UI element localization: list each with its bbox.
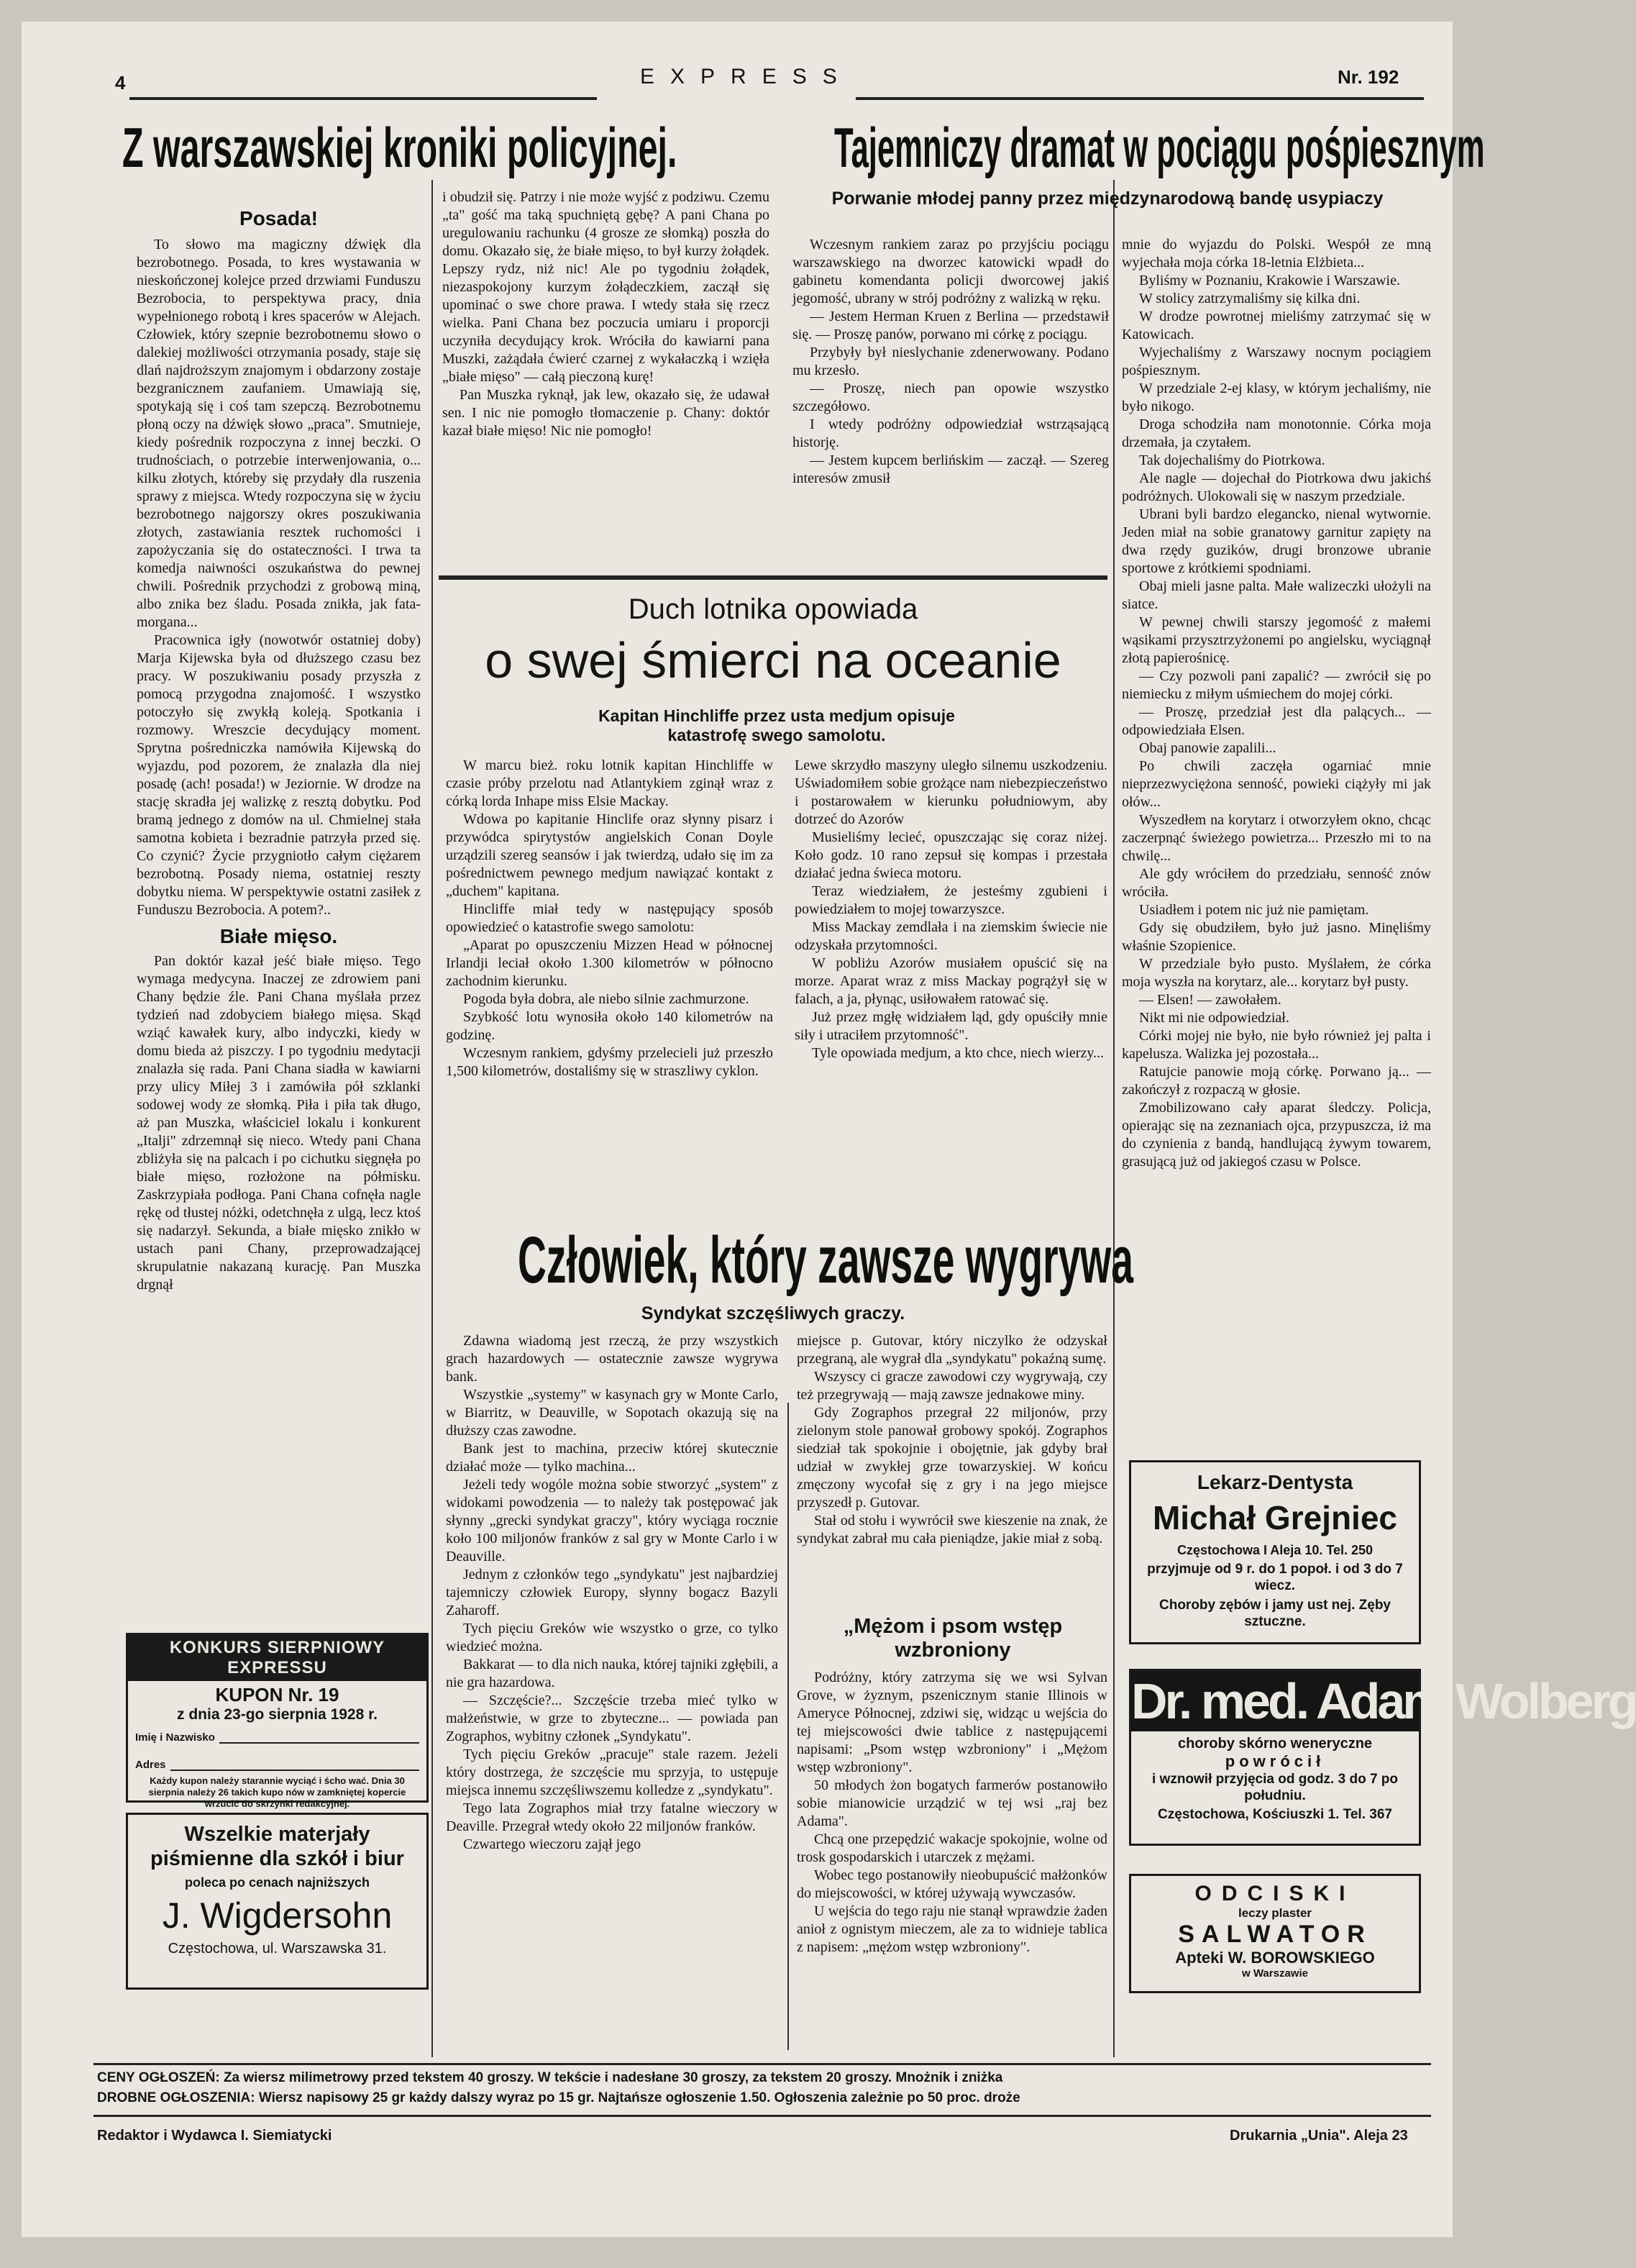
tajemniczy-r23: Ratujcie panowie moją córkę. Porwano ją... — zakończył z rozpaczą w głosie.	[1122, 1064, 1431, 1098]
duch-l7: Wczesnym rankiem, gdyśmy przelecieli już przeszło 1,500 kilometrów, dostaliśmy się w straszliwy cyklon.	[446, 1045, 773, 1079]
duch-left	[446, 757, 773, 1080]
tajemniczy-r17: Usiadłem i potem nic już nie pamiętam.	[1139, 902, 1369, 918]
duch-kicker: Duch lotnika opowiada	[628, 593, 918, 625]
tajemniczy-r22: Córki mojej nie było, nie było również jej palta i kapelusza. Walizka jej pozostała...	[1122, 1028, 1431, 1062]
col1-headline: Z warszawskiej kroniki policyjnej.	[122, 116, 677, 179]
column-rule-2	[1113, 180, 1115, 2057]
duch-l4: „Aparat po opuszczeniu Mizzen Head w północnej Irlandji leciał około 1.300 kilometrów w północno zachodnim kierunku.	[446, 937, 773, 989]
tajemniczy-r4: W drodze powrotnej mieliśmy zatrzymać się w Katowicach.	[1122, 309, 1431, 342]
footer-rule-bottom	[93, 2115, 1431, 2117]
grejniec-name: Michał Grejniec	[1152, 1499, 1397, 1536]
coupon-note: Każdy kupon należy starannie wyciąć i ścho wać. Dnia 30 sierpnia należy 26 takich kupo nów w zamkniętej kopercie wrzucić do skrzynki redakcyjnej.	[148, 1775, 406, 1809]
czlowiek-headline: Człowiek, który zawsze wygrywa	[518, 1224, 1133, 1297]
wigdersohn-name: J. Wigdersohn	[162, 1895, 393, 1936]
posada-paragraph-1: To słowo ma magiczny dźwięk dla bezrobotnego. Posada, to kres wystawania w nieskończonej kolejce przed drzwiami Funduszu Bezrobocia, to perspektywa pracy, dnia wypełnionego robotą i kres spacerów w Alejach. Człowiek, który szepnie bezrobotnemu słowo o dalekiej możliwości otrzymania posady, staje się dlań najdroższym znajomym i obdarzony zostaje bezgranicznem zaufaniem. Umawiają się, spotykają się i coś tam szepczą. Bezrobotnemu płoną oczy na dźwięk słowo „praca". Smutnieje, kiedy pośrednik rozpoczyna z innej beczki. O trudnościach, o potrzebie interwenjowania, o... kilku złotych, któreby się przydały dla ruszenia sprawy z miejsca. Wtedy rozpoczyna się w życiu bezrobotnego najgorszy okres poszukiwania złotych, zastawiania resztek ruchomości i zapożyczania się do ostateczności. I trwa ta komedja naiwności oszukaństwa do pewnej chwili. Pośrednik przychodzi z grobową miną, albo znika bez śladu. Posada znikła, jak fata-morgana...	[137, 237, 421, 630]
tajemniczy-r1: mnie do wyjazdu do Polski. Wespół ze mną wyjechała moja córka 18-letnia Elżbieta...	[1122, 237, 1431, 270]
czlowiek-left	[446, 1332, 778, 1854]
wigdersohn-address: Częstochowa, ul. Warszawska 31.	[168, 1941, 387, 1957]
issue-number: Nr. 192	[1338, 66, 1399, 88]
mezow-headline: „Mężom i psom wstęp wzbroniony	[843, 1615, 1063, 1662]
czlowiek-l3: Bank jest to machina, przeciw której skutecznie działać może — tylko machina...	[446, 1441, 778, 1475]
coupon-name-label: Imię i Nazwisko	[135, 1731, 215, 1744]
posada-paragraph-2: Pracownica igły (nowotwór ostatniej doby) Marja Kijewska była od dłuższego czasu bez pracy. W poszukiwaniu posady przyszła z pomocą przygodna znajomość. I wszystko potoczyło się zwykłą koleją. Spotkania i rozmowy. Wreszcie decydujący moment. Sprytna pośredniczka namówiła Kijewską do wyjazdu, pod pozorem, że znalazła dla niej posadę (ach! posada!) w Jeziornie. W drodze na stację skradła jej walizkę z resztą dobytku. Pod bramą jednego z domów na ul. Chmielnej stała samotna kobieta i bezradnie patrzyła przed się. Co czynić? Życie przygniotło całym ciężarem bezrobotną. Posady niema, ostatniej reszty dobytku niema. W perspektywie ostatni zasiłek z Funduszu Bezrobocia. A potem?..	[137, 632, 421, 918]
tajemniczy-r5: Wyjechaliśmy z Warszawy nocnym pociągiem pośpiesznym.	[1122, 345, 1431, 378]
salwator-city: w Warszawie	[1242, 1967, 1308, 1980]
footer-prices: CENY OGŁOSZEŃ: Za wiersz milimetrowy przed tekstem 40 groszy. W tekście i nadesłane 30 groszy, za tekstem 20 groszy. Mnożnik i zniżka	[97, 2070, 1003, 2085]
czlowiek-l5: Jednym z członków tego „syndykatu" jest najbardziej tajemniczy człowiek Europy, słynny bogacz Bazyli Zaharoff.	[446, 1567, 778, 1618]
salwator-pharmacy: Apteki W. BOROWSKIEGO	[1175, 1949, 1375, 1967]
duch-l2: Wdowa po kapitanie Hinclife oraz słynny pisarz i przywódca spirytystów angielskich Conan Doyle urządzili szereg seansów i jak twierdzą, udało się im za pośrednictwem pewnego medjum nawiązać kontakt z „duchem" kapitana.	[446, 811, 773, 899]
tajemniczy-r9: Obaj mieli jasne palta. Małe walizeczki ułożyli na siatce.	[1122, 578, 1431, 612]
salwator-name: SALWATOR	[1178, 1921, 1372, 1948]
duch-r2: Musieliśmy lecieć, opuszczając się coraz niżej. Koło godz. 10 rano zepsuł się kompas i przestała działać jedna świeca motoru.	[795, 829, 1107, 881]
grejniec-note: Choroby zębów i jamy ust nej. Zęby sztuczne.	[1159, 1598, 1391, 1629]
masthead-rule-right	[856, 97, 1424, 100]
tajemniczy-r18: Gdy się obudziłem, było już jasno. Minęliśmy właśnie Szopienice.	[1122, 920, 1431, 954]
tajemniczy-r12: — Proszę, przedział jest dla palących... — odpowiedziała Elsen.	[1122, 704, 1431, 738]
tajemniczy-r16: Ale gdy wróciłem do przedziału, senność znów wróciła.	[1122, 866, 1431, 900]
tajemniczy-subheadline: Porwanie młodej panny przez międzynarodową bandę usypiaczy	[831, 188, 1384, 209]
page-number: 4	[115, 72, 126, 94]
duch-r4: Miss Mackay zemdlała i na ziemskim świecie nie odzyskała przytomności.	[795, 919, 1107, 953]
tajemniczy-p3: Przybyły był nieslychanie zdenerwowany. Podano mu krzesło.	[792, 345, 1109, 378]
wolberg-status: powrócił	[1225, 1752, 1325, 1770]
tajemniczy-r-piotrkow2: Ubrani byli bardzo elegancko, nienal wytwornie. Jeden miał na sobie granatowy garnitur zapięty na dwa rzędy guzików, drugi bronzowe ubranie sportowe z krótkiemi spodniami.	[1122, 506, 1431, 576]
tajemniczy-r15: Wyszedłem na korytarz i otworzyłem okno, chcąc zaczerpnąć świeżego powietrza... Przeszło mi to na chwilę...	[1122, 812, 1431, 864]
biale-mieso-body	[137, 952, 421, 1294]
divider-top-block	[439, 575, 1107, 580]
czlowiek-l4: Jeżeli tedy wogóle można sobie stworzyć „system" z widokami powodzenia — to należy tak postępować jak słynny „grecki syndykat graczy", który wyciąga rocznie koło 100 miljonów franków z sal gry w Monte Carlo i w Deauville.	[446, 1477, 778, 1565]
grejniec-address: Częstochowa I Aleja 10. Tel. 250	[1176, 1543, 1374, 1557]
duch-headline: o swej śmierci na oceanie	[485, 632, 1061, 688]
tajemniczy-r11: — Czy pozwoli pani zapalić? — zwrócił się po niemiecku z miłym uśmiechem do mojej córki.	[1122, 668, 1431, 702]
posada-body	[137, 236, 421, 919]
wigdersohn-headline: Wszelkie materjały piśmienne dla szkół i biur	[150, 1823, 404, 1870]
coupon-address-label: Adres	[135, 1759, 166, 1771]
tajemniczy-p6: — Jestem kupcem berlińskim — zaczął. — Szereg interesów zmusił	[792, 452, 1109, 486]
tajemniczy-r8: Tak dojechaliśmy do Piotrkowa.	[1139, 452, 1325, 468]
tajemniczy-r3: W stolicy zatrzymaliśmy się kilka dni.	[1139, 291, 1361, 306]
mezow-p3: Chcą one przepędzić wakacje spokojnie, wolne od trosk gospodarskich i utarczek z mężami.	[797, 1831, 1107, 1865]
salwator-ad	[1129, 1874, 1421, 1993]
mezow-p2: 50 młodych żon bogatych farmerów postanowiło sobie mianowicie urządzić w tej wsi „raj bez Adama".	[797, 1777, 1107, 1829]
czlowiek-right	[797, 1332, 1107, 1548]
duch-l3: Hincliffe miał tedy w następujący sposób opowiedzieć o katastrofie swego samolotu:	[446, 901, 773, 935]
czlowiek-l2: Wszystkie „systemy" w kasynach gry w Monte Carlo, w Biarritz, w Deauville, w Sopotach okazują się na dłuższy czas zawodne.	[446, 1387, 778, 1439]
czlowiek-l1: Zdawna wiadomą jest rzeczą, że przy wszystkich grach hazardowych — ostatecznie zawsze wygrywa bank.	[446, 1333, 778, 1385]
tajemniczy-p5: I wtedy podróżny odpowiedział wstrząsającą historję.	[792, 416, 1109, 450]
duch-l6: Szybkość lotu wynosiła około 140 kilometrów na godzinę.	[446, 1009, 773, 1043]
tajemniczy-r21: Nikt mi nie odpowiedział.	[1139, 1010, 1289, 1026]
footer-printer: Drukarnia „Unia". Aleja 23	[1230, 2128, 1408, 2144]
footer-rule-top	[93, 2063, 1431, 2065]
duch-l5: Pogoda była dobra, ale niebo silnie zachmurzone.	[463, 991, 749, 1007]
continuation-paragraph-1: i obudził się. Patrzy i nie może wyjść z podziwu. Czemu „ta" gość ma taką spuchniętą gębę? A pani Chana po uregulowaniu rachunku (4 grosze ze słomką) poszła do domu. Okazało się, że białe mięso, to był kurzy żołądek. Lepszy rydz, niż nic! Ale po tygodniu żołądek, niezaspokojony kurzym żołądeczkiem, zaczął się upominać o swe chore prawa. I wtedy stała się rzecz wielka. Pani Chana bez poczucia umiaru i proporcji uczyniła decydujący krok. Wróciła do kawiarni pana Muszki, zażądała ćwierć czarnej z wykałaczką i wzięła „białe mięso" — całą pieczoną kurę!	[442, 189, 769, 385]
duch-r5: W pobliżu Azorów musiałem opuścić się na morze. Aparat wraz z miss Mackay pogrążył się w falach, a ja, płynąc, usiłowałem ratować się.	[795, 955, 1107, 1007]
continuation-paragraph-2: Pan Muszka ryknął, jak lew, okazało się, że udawał sen. I nic nie pomogło tłomaczenie p. Chany: doktór kazał białe mięso! Nic nie pomogło!	[442, 387, 769, 439]
czlowiek-r3: Gdy Zographos przegrał 22 miljonów, przy zielonym stole panował grobowy spokój. Zographos siedział tak spokojnie i obojętnie, jak gdyby brał udział w zwykłej grze towarzyskiej. W końcu zmęczony wycofał się z gry i na jego miejsce przyszedł p. Gutovar.	[797, 1405, 1107, 1511]
tajemniczy-p4: — Proszę, niech pan opowie wszystko szczegółowo.	[792, 381, 1109, 414]
duch-r6: Już przez mgłę widziałem ląd, gdy opuściły mnie siły i utraciłem przytomność".	[795, 1009, 1107, 1043]
wolberg-ad	[1129, 1669, 1636, 1846]
tajemniczy-r-piotrkow: Ale nagle — dojechał do Piotrkowa dwu jakichś podróżnych. Ulokowali się w naszym przedziale.	[1122, 470, 1431, 504]
column-rule-mid	[787, 1403, 789, 2050]
tajemniczy-left	[792, 236, 1109, 488]
newspaper-page	[22, 22, 1636, 2237]
czlowiek-l9: Tych pięciu Greków „pracuje" stale razem. Jeżeli który dostrzega, że szczęście mu sprzyja, to ustępuje miejsca innemu szczęśliwszemu kolledze z „syndykatu".	[446, 1746, 778, 1798]
footer-editor: Redaktor i Wydawca I. Siemiatycki	[97, 2128, 332, 2144]
column-rule-1	[431, 180, 433, 2057]
czlowiek-l11: Czwartego wieczoru zajął jego	[463, 1836, 641, 1852]
coupon-number: KUPON Nr. 19	[215, 1684, 339, 1705]
tajemniczy-r7: Droga schodziła nam monotonnie. Córka moja drzemała, ja czytałem.	[1122, 416, 1431, 450]
tajemniczy-p2: — Jestem Herman Kruen z Berlina — przedstawił się. — Proszę panów, porwano mi córkę z pociągu.	[792, 309, 1109, 342]
mezow-p4: Wobec tego postanowiły nieobupuścić małżonków do miejscowości, w której używają wywczasów.	[797, 1867, 1107, 1901]
tajemniczy-right	[1122, 236, 1431, 1171]
mezow-p1: Podróżny, który zatrzyma się we wsi Sylvan Grove, w żyznym, pszenicznym stanie Illinois w Ameryce Północnej, zdziwi się, widząc u wejścia do tej miejscowości dwie tablice z następującemi napisami: „Psom wstęp wzbroniony" i „Mężom wstęp wzbroniony".	[797, 1670, 1107, 1775]
wolberg-address: Częstochowa, Kościuszki 1. Tel. 367	[1158, 1807, 1392, 1822]
footer-drobne: DROBNE OGŁOSZENIA: Wiersz napisowy 25 gr każdy dalszy wyraz po 15 gr. Najtańsze ogłoszenie 1.50. Ogłoszenia zależnie po 50 proc. droże	[97, 2090, 1020, 2105]
wolberg-hours: i wznowił przyjęcia od godz. 3 do 7 po południu.	[1151, 1772, 1399, 1803]
coupon-box	[126, 1633, 429, 1809]
col2-continuation	[442, 188, 769, 440]
tajemniczy-headline: Tajemniczy dramat w pociągu pośpiesznym	[834, 116, 1485, 179]
duch-r7: Tyle opowiada medjum, a kto chce, niech wierzy...	[812, 1045, 1105, 1061]
duch-sub: Kapitan Hinchliffe przez usta medjum opisuje katastrofę swego samolotu.	[598, 706, 955, 744]
czlowiek-r1: miejsce p. Gutovar, który niczylko że odzyskał przegraną, ale wygrał dla „syndykatu" pokaźną sumę.	[797, 1333, 1107, 1367]
tajemniczy-r10: W pewnej chwili starszy jegomość z małemi wąsikami przysztrzyżonemi po angielsku, wyciągnął złotą papierośnicę.	[1122, 614, 1431, 666]
czlowiek-l8: — Szczęście?... Szczęście trzeba mieć tylko w małżeństwie, w grze to zbyteczne... — powiada pan Zographos, wybitny członek „Syndykatu".	[446, 1693, 778, 1744]
tajemniczy-r6: W przedziale 2-ej klasy, w którym jechaliśmy, nie było nikogo.	[1122, 381, 1431, 414]
coupon-date: z dnia 23-go sierpnia 1928 r.	[177, 1706, 378, 1723]
biale-mieso-paragraph: Pan doktór kazał jeść białe mięso. Tego wymaga medycyna. Inaczej ze zdrowiem pani Chany będzie źle. Pani Chana myślała przez tydzień nad zdobyciem białego mięsa. Skąd wziąć kawałek kury, albo indyczki, kiedy w domu bieda aż piszczy. I po tygodniu medytacji znalazła się rada. Pani Chana siadła w kawiarni przy ulicy Miłej 3 i zamówiła pół szklanki sodowej wody ze słomką. Piła i piła tak długo, aż pan Muszka, właściciel lokalu i konkurent „Italji" zdrzemnął się nieco. Wtedy pani Chana zbliżyła się na palcach i po cichutku sięgnęła po białe mięso, rozłożone na półmisku. Zaskrzypiała podłoga. Pani Chana cofnęła nagle rękę od tłustej nóżki, odetchnęła z ulgą, lecz ktoś się nadarzył. Sekunda, a białe mięsko znikło w ustach pani Chany, przeprowadzającej skrupulatnie nakazaną kurację. Pan Muszka drgnął	[137, 953, 421, 1293]
masthead-rule-left	[129, 97, 597, 100]
czlowiek-l7: Bakkarat — to dla nich nauka, której tajniki zgłębili, a nie gra hazardowa.	[446, 1657, 778, 1690]
duch-r3: Teraz wiedziałem, że jesteśmy zgubieni i powiedziałem to mojej towarzyszce.	[795, 883, 1107, 917]
tajemniczy-r2: Byliśmy w Poznaniu, Krakowie i Warszawie.	[1139, 273, 1400, 288]
coupon-address-field[interactable]	[170, 1755, 419, 1771]
duch-l1: W marcu bież. roku lotnik kapitan Hinchliffe w czasie próby przelotu nad Atlantykiem zginął wraz z córką lorda Inhape miss Elsie Mackay.	[446, 757, 773, 809]
wolberg-spec: choroby skórno weneryczne	[1177, 1736, 1373, 1752]
wigdersohn-ad	[126, 1813, 429, 1990]
wolberg-name: Dr. med. Adam Wolberg	[1131, 1671, 1419, 1731]
masthead	[22, 36, 1453, 94]
czlowiek-r4: Stał od stołu i wywrócił swe kieszenie na znak, że syndykat zabrał mu cała pieniądze, jakie miał z sobą.	[797, 1513, 1107, 1547]
tajemniczy-r14: Po chwili zaczęła ogarniać mnie nieprzezwyciężona senność, powieki ciążyły mi jak ołów...	[1122, 758, 1431, 810]
tajemniczy-r24: Zmobilizowano cały aparat śledczy. Policja, opierając się na zeznaniach ojca, przypuszcza, iż ma do czynienia z bandą, handlującą żywym towarem, grasującą już od jakiegoś czasu w Polsce.	[1122, 1100, 1431, 1170]
mezow-body	[797, 1669, 1107, 1957]
coupon-name-field[interactable]	[219, 1728, 419, 1744]
tajemniczy-r13: Obaj panowie zapalili...	[1139, 740, 1276, 756]
duch-r1: Lewe skrzydło maszyny uległo silnemu uszkodzeniu. Uświadomiłem sobie grożące nam niebezpieczeństwo i postarowałem w kierunku południowym, aby dotrzeć do Azorów	[795, 757, 1107, 827]
section-title-posada: Posada!	[239, 207, 318, 229]
col1-article	[137, 207, 421, 1294]
salwator-sub: leczy plaster	[1238, 1906, 1312, 1920]
coupon-title: KONKURS SIERPNIOWY EXPRESSU	[128, 1635, 426, 1681]
grejniec-hours: przyjmuje od 9 r. do 1 popoł. i od 3 do 7 wiecz.	[1147, 1562, 1403, 1593]
tajemniczy-r20: — Elsen! — zawołałem.	[1139, 992, 1281, 1008]
tajemniczy-r19: W przedziale było pusto. Myślałem, że córka moja wyszła na korytarz, ale... korytarz był pusty.	[1122, 956, 1431, 990]
paper-title: EXPRESS	[640, 65, 853, 88]
czlowiek-l10: Tego lata Zographos miał trzy fatalne wieczory w Deaville. Przegrał wtedy około 22 miljonów franków.	[446, 1800, 778, 1834]
salwator-brand: ODCISKI	[1194, 1882, 1356, 1905]
duch-right	[795, 757, 1107, 1062]
czlowiek-r2: Wszyscy ci gracze zawodowi czy wygrywają, czy też przegrywają — mają zawsze jednakowe miny.	[797, 1369, 1107, 1403]
grejniec-ad	[1129, 1460, 1421, 1644]
section-title-biale-mieso: Białe mięso.	[219, 925, 338, 947]
mezow-p5: U wejścia do tego raju nie stanął wprawdzie żaden anioł z ognistym mieczem, ale za to widnieje tablica z napisem: „mężom wstęp wzbroniony".	[797, 1903, 1107, 1955]
tajemniczy-p1: Wczesnym rankiem zaraz po przyjściu pociągu warszawskiego na dworzec katowicki wpadł do gabinetu komendanta policji dworcowej jakiś jegomość, ubrany w strój podróżny z walizką w ręku.	[792, 237, 1109, 306]
grejniec-title: Lekarz-Dentysta	[1197, 1471, 1353, 1493]
wigdersohn-sub: poleca po cenach najniższych	[184, 1875, 370, 1890]
czlowiek-sub: Syndykat szczęśliwych graczy.	[641, 1303, 905, 1324]
czlowiek-l6: Tych pięciu Greków wie wszystko o grze, co tylko wiedzieć można.	[446, 1621, 778, 1654]
